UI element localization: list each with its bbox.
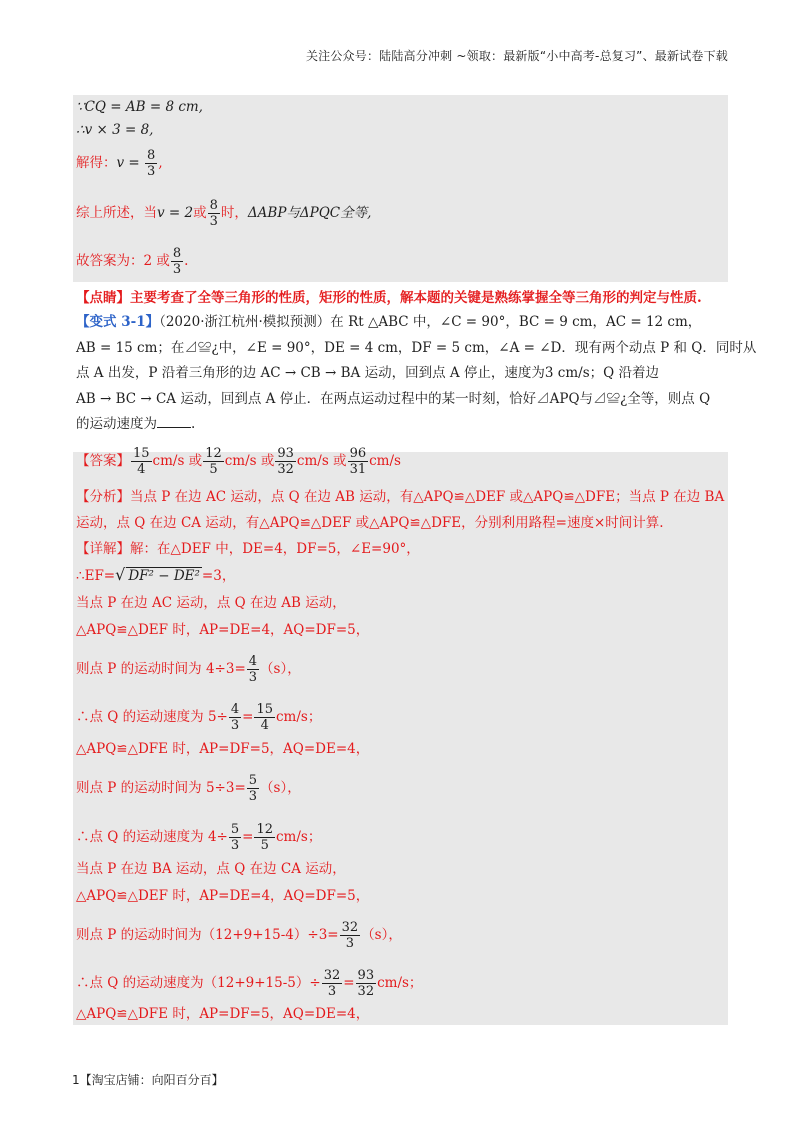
dianjing-line: 【点睛】主要考查了全等三角形的性质，矩形的性质，解本题的关键是熟练掌握全等三角形的判定与性质. <box>76 290 702 306</box>
detail-line-5: 则点 P 的运动时间为 4÷3= $\frac{4}{3}$ （s）， <box>76 654 301 685</box>
page-footer: 1【淘宝店铺：向阳百分百】 <box>72 1073 224 1087</box>
analysis-line-2: 运动，点 Q 在边 CA 运动，有△APQ≌△DEF 或△APQ≌△DFE，分别利用路程=速度×时间计算. <box>76 515 664 531</box>
detail-line-6: ∴点 Q 的运动速度为 5÷ $\frac{4}{3}$ = $\frac{15}{4}$ cm/s； <box>76 702 322 733</box>
detail-line-14: △APQ≌△DFE 时，AP=DF=5，AQ=DE=4， <box>76 1006 370 1022</box>
bianshi-line-2: AB = 15 cm；在⊿≌¿中，∠E = 90°，DE = 4 cm，DF = 5 cm，∠A = ∠D．现有两个动点 P 和 Q．同时从 <box>76 340 757 356</box>
answer-blank <box>157 414 191 428</box>
prev-line-2: ∴v × 3 = 8, <box>76 122 154 138</box>
detail-line-13: ∴点 Q 的运动速度为（12+9+15-5）÷ $\frac{32}{3}$ = $\frac{93}{32}$ cm/s； <box>76 968 423 999</box>
detail-line-9: ∴点 Q 的运动速度为 4÷ $\frac{5}{3}$ = $\frac{12}{5}$ cm/s； <box>76 822 322 853</box>
detail-line-7: △APQ≌△DFE 时，AP=DF=5，AQ=DE=4， <box>76 741 370 757</box>
prev-line-1: ∵CQ = AB = 8 cm, <box>76 99 203 115</box>
answer-line: 【答案】 $\frac{15}{4}$ cm/s 或 $\frac{12}{5}$ cm/s 或 $\frac{93}{32}$ cm/s 或 $\frac{96}{31}$ cm/s <box>76 446 401 477</box>
prev-line-5: 故答案为：2 或 $\frac{8}{3}$ . <box>76 246 189 277</box>
bianshi-line-5: 的运动速度为 . <box>76 416 196 432</box>
detail-line-10: 当点 P 在边 BA 运动，点 Q 在边 CA 运动， <box>76 861 346 877</box>
detail-line-8: 则点 P 的运动时间为 5÷3= $\frac{5}{3}$ （s）， <box>76 773 301 804</box>
bianshi-line-3: 点 A 出发，P 沿着三角形的边 AC → CB → BA 运动，回到点 A 停止，速度为3 cm/s；Q 沿着边 <box>76 365 659 381</box>
detail-line-12: 则点 P 的运动时间为（12+9+15-4）÷3= $\frac{32}{3}$ （s）， <box>76 920 402 951</box>
detail-line-1: 【详解】解：在△DEF 中，DE=4，DF=5，∠E=90°， <box>76 541 420 557</box>
prev-line-3: 解得：v = $\frac{8}{3}$ , <box>76 148 163 179</box>
page-header: 关注公众号：陆陆高分冲刺 ~领取：最新版“小中高考-总复习”、最新试卷下载 <box>305 49 728 63</box>
bianshi-line-1: 【变式 3-1】（2020·浙江杭州·模拟预测）在 Rt △ABC 中，∠C = 90°，BC = 9 cm，AC = 12 cm， <box>76 314 702 330</box>
detail-line-4: △APQ≌△DEF 时，AP=DE=4，AQ=DF=5， <box>76 622 370 638</box>
detail-line-2: ∴EF=√ DF² − DE² =3， <box>76 565 236 584</box>
bianshi-line-4: AB → BC → CA 运动，回到点 A 停止．在两点运动过程中的某一时刻，恰好⊿APQ与⊿≌¿全等，则点 Q <box>76 391 711 407</box>
detail-line-3: 当点 P 在边 AC 运动，点 Q 在边 AB 运动， <box>76 595 346 611</box>
prev-line-4: 综上所述，当v = 2或 $\frac{8}{3}$ 时，ΔABP与ΔPQC全等, <box>76 198 372 229</box>
detail-line-11: △APQ≌△DEF 时，AP=DE=4，AQ=DF=5， <box>76 888 370 904</box>
analysis-line-1: 【分析】当点 P 在边 AC 运动，点 Q 在边 AB 运动，有△APQ≌△DEF 或△APQ≌△DFE；当点 P 在边 BA <box>76 489 725 505</box>
